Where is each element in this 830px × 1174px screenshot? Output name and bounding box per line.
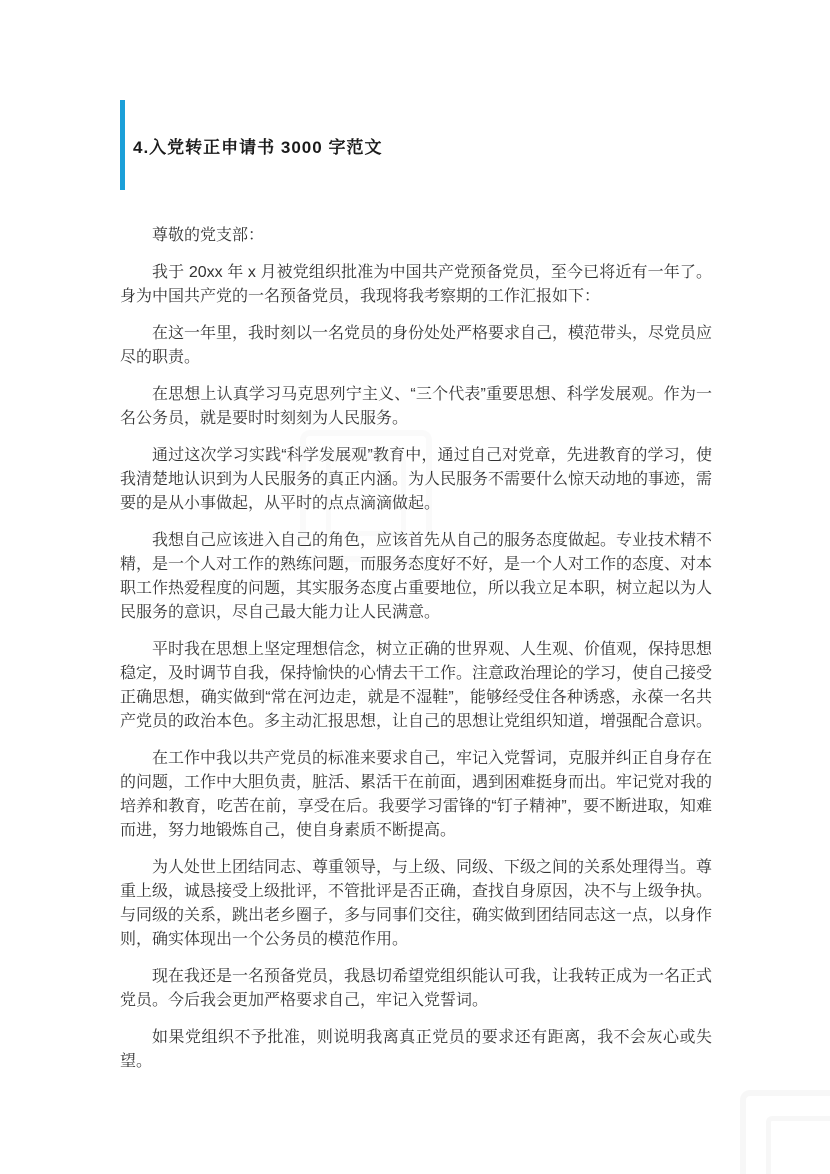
paragraph: 平时我在思想上坚定理想信念，树立正确的世界观、人生观、价值观，保持思想稳定，及时调节自我，保持愉快的心情去干工作。注意政治理论的学习，使自己接受正确思想，确实做到“常在河边走，就是不湿鞋”，能够经受住各种诱惑，永葆一名共产党员的政治本色。多主动汇报思想，让自己的思想让党组织知道，增强配合意识。 [120,641,713,730]
paragraph: 尊敬的党支部： [152,227,265,244]
paragraph: 如果党组织不予批准，则说明我离真正党员的要求还有距离，我不会灰心或失望。 [120,1029,712,1070]
paragraph: 在思想上认真学习马克思列宁主义、“三个代表”重要思想、科学发展观。作为一名公务员，就是要时时刻刻为人民服务。 [120,386,712,427]
paragraph: 现在我还是一名预备党员，我恳切希望党组织能认可我，让我转正成为一名正式党员。今后我会更加严格要求自己，牢记入党誓词。 [120,968,713,1009]
heading-accent-bar [120,100,125,190]
watermark-icon [740,1090,830,1174]
document-heading-block [120,100,720,190]
paragraph: 在这一年里，我时刻以一名党员的身份处处严格要求自己，模范带头，尽党员应尽的职责。 [120,325,713,366]
document-title: 4.入党转正申请书 3000 字范文 [133,137,383,157]
paragraph: 在工作中我以共产党员的标准来要求自己，牢记入党誓词，克服并纠正自身存在的问题，工作中大胆负责，脏活、累活干在前面，遇到困难挺身而出。牢记党对我的培养和教育，吃苦在前，享受在后。我要学习雷锋的“钉子精神”，要不断进取，知难而进，努力地锻炼自己，使自身素质不断提高。 [120,750,713,839]
paragraph: 为人处世上团结同志、尊重领导，与上级、同级、下级之间的关系处理得当。尊重上级，诚恳接受上级批评，不管批评是否正确，查找自身原因，决不与上级争执。与同级的关系，跳出老乡圈子，多与同事们交往，确实做到团结同志这一点，以身作则，确实体现出一个公务员的模范作用。 [120,859,713,948]
paragraph: 我于 20xx 年 x 月被党组织批准为中国共产党预备党员，至今已将近有一年了。身为中国共产党的一名预备党员，我现将我考察期的工作汇报如下： [120,264,712,305]
document-body [120,224,712,1087]
paragraph: 通过这次学习实践“科学发展观”教育中，通过自己对党章，先进教育的学习，使我清楚地认识到为人民服务的真正内涵。为人民服务不需要什么惊天动地的事迹，需要的是从小事做起，从平时的点点滴滴做起。 [120,447,713,512]
paragraph: 我想自己应该进入自己的角色，应该首先从自己的服务态度做起。专业技术精不精，是一个人对工作的熟练问题，而服务态度好不好，是一个人对工作的态度、对本职工作热爱程度的问题，其实服务态度占重要地位，所以我立足本职，树立起以为人民服务的意识，尽自己最大能力让人民满意。 [120,532,713,621]
